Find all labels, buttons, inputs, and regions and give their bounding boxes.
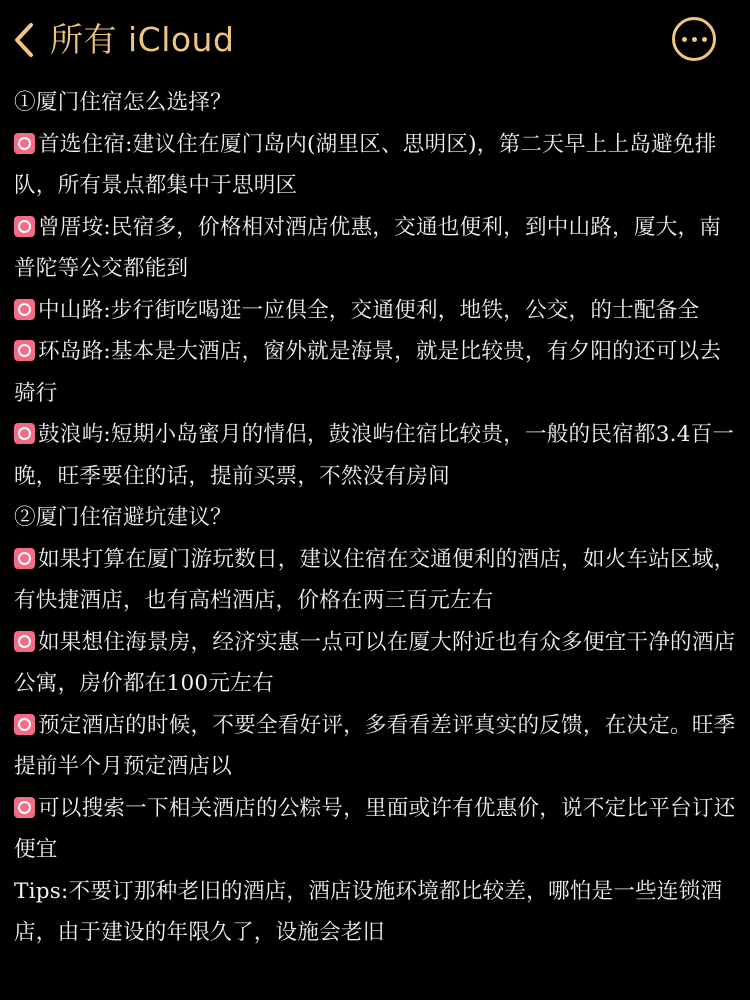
back-label: 所有 iCloud (50, 20, 235, 59)
list-item-text: 如果打算在厦门游玩数日，建议住宿在交通便利的酒店，如火车站区域，有快捷酒店，也有高档酒店，价格在两三百元左右 (14, 546, 736, 613)
tips-text: Tips:不要订那种老旧的酒店，酒店设施环境都比较差，哪怕是一些连锁酒店，由于建设的年限久了，设施会老旧 (14, 878, 723, 945)
list-item-text: 中山路:步行街吃喝逛一应俱全，交通便利，地铁，公交，的士配备全 (38, 297, 700, 323)
section-heading: ②厦门住宿避坑建议？ (14, 505, 232, 530)
list-item (14, 414, 738, 497)
more-options-button[interactable] (672, 17, 716, 61)
bullet-icon (14, 133, 35, 154)
list-item-text: 鼓浪屿:短期小岛蜜月的情侣，鼓浪屿住宿比较贵，一般的民宿都3.4百一晚，旺季要住的话，提前买票，不然没有房间 (14, 422, 735, 489)
bullet-icon (14, 797, 35, 818)
note-body[interactable] (0, 82, 738, 954)
list-item-text: 预定酒店的时候，不要全看好评，多看看差评真实的反馈，在决定。旺季提前半个月预定酒店以 (14, 712, 736, 779)
bullet-icon (14, 548, 35, 569)
list-item (14, 290, 738, 332)
list-item-text: 可以搜索一下相关酒店的公粽号，里面或许有优惠价，说不定比平台订还便宜 (14, 795, 736, 862)
list-item (14, 705, 738, 788)
bullet-icon (14, 631, 35, 652)
list-item-text: 环岛路:基本是大酒店，窗外就是海景，就是比较贵，有夕阳的还可以去骑行 (14, 339, 722, 406)
list-item (14, 124, 738, 207)
top-nav-bar (0, 0, 750, 82)
list-item (14, 622, 738, 705)
section-heading: ①厦门住宿怎么选择？ (14, 90, 232, 115)
list-item (14, 788, 738, 871)
bullet-icon (14, 714, 35, 735)
ellipsis-icon (682, 37, 687, 42)
bullet-icon (14, 423, 35, 444)
ellipsis-dot (702, 37, 707, 42)
list-item (14, 331, 738, 414)
back-button[interactable] (14, 18, 234, 62)
bullet-icon (14, 216, 35, 237)
list-item-text: 首选住宿:建议住在厦门岛内(湖里区、思明区)，第二天早上上岛避免排队，所有景点都集中于思明区 (14, 131, 717, 198)
list-item-text: 如果想住海景房，经济实惠一点可以在厦大附近也有众多便宜干净的酒店公寓，房价都在100元左右 (14, 629, 736, 696)
ellipsis-dot (692, 37, 697, 42)
list-item (14, 539, 738, 622)
bullet-icon (14, 340, 35, 361)
list-item (14, 207, 738, 290)
chevron-left-icon (14, 22, 34, 58)
bullet-icon (14, 299, 35, 320)
list-item-text: 曾厝垵:民宿多，价格相对酒店优惠，交通也便利，到中山路，厦大，南普陀等公交都能到 (14, 214, 722, 281)
